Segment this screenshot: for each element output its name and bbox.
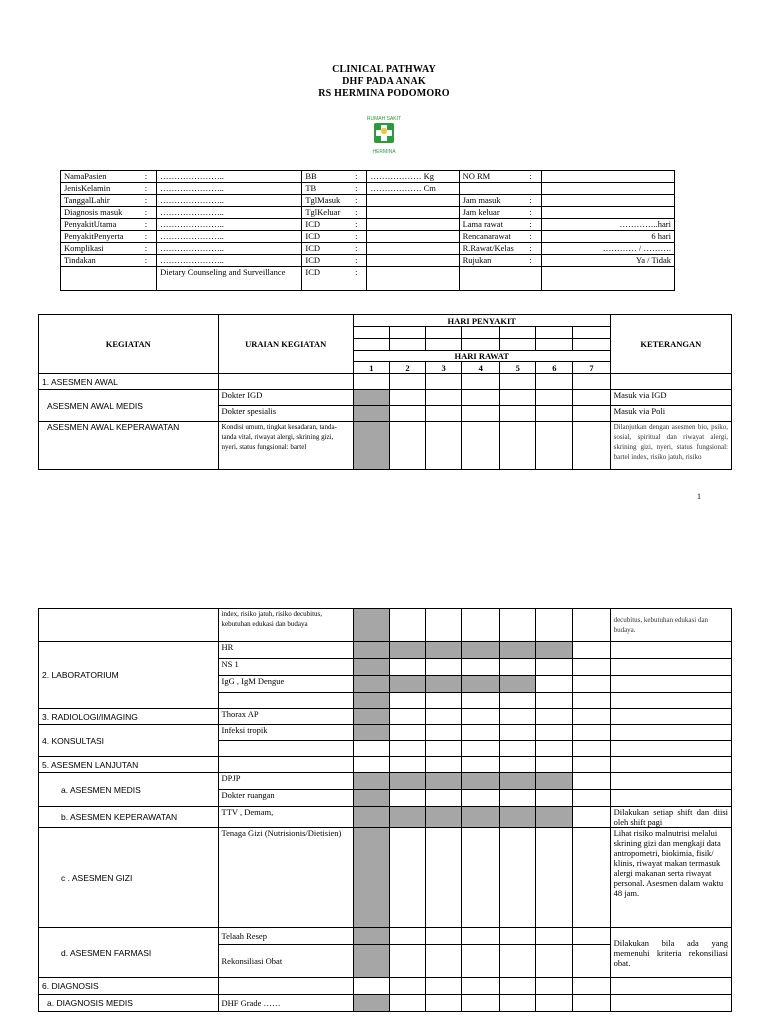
patient-info-table xyxy=(60,170,675,291)
patient-field-label xyxy=(61,207,157,219)
item-telaah-resep: Telaah Resep xyxy=(218,928,353,945)
col-kegiatan: KEGIATAN xyxy=(39,315,219,374)
hospital-name: RS HERMINA PODOMORO xyxy=(318,88,450,99)
field-label-text: ICD xyxy=(305,231,320,241)
item-hr: HR xyxy=(218,642,353,659)
item-tenaga-gizi: Tenaga Gizi (Nutrisionis/Dietisien) xyxy=(218,828,353,928)
item-igg-igm: IgG , IgM Dengue xyxy=(218,676,353,693)
patient-row xyxy=(61,255,675,267)
day-4: 4 xyxy=(462,362,500,374)
col-keterangan: KETERANGAN xyxy=(610,315,731,374)
field-label-text: TglMasuk xyxy=(305,195,341,205)
field-colon: : xyxy=(355,195,358,205)
field-colon: : xyxy=(355,207,358,217)
ket-keperawatan: Dilakukan setiap shift dan diisi oleh shift pagi xyxy=(610,807,731,828)
patient-field-value xyxy=(367,255,459,267)
patient-field-value xyxy=(367,207,459,219)
item-rekonsiliasi-obat: Rekonsiliasi Obat xyxy=(218,945,353,978)
patient-field-value: ………………….. xyxy=(157,195,302,207)
field-label-text: Jam masuk xyxy=(462,195,501,205)
patient-field-label xyxy=(459,255,541,267)
col-uraian: URAIAN KEGIATAN xyxy=(218,315,353,374)
ket-cont: decubitus, kebutuhan edukasi dan budaya. xyxy=(610,609,731,642)
patient-field-label xyxy=(61,195,157,207)
field-label-text: ICD xyxy=(305,219,320,229)
ket-masuk-poli: Masuk via Poli xyxy=(610,406,731,422)
ket-gizi: Lihat risiko malnutrisi melalui skrining gizi dan mengkaji data antropometri, biokimia, fisik/ klinis, riwayat makan termasuk alergi makanan serta riwayat personal. Asesmen dalam waktu 48 jam. xyxy=(610,828,731,928)
field-label-text: ICD xyxy=(305,243,320,253)
patient-field-label xyxy=(302,171,367,183)
patient-field-value: ………………….. xyxy=(157,183,302,195)
logo-text-top: RUMAH SAKIT xyxy=(366,116,402,122)
patient-field-value: ……………… Kg xyxy=(367,171,459,183)
day-3: 3 xyxy=(426,362,462,374)
patient-field-value xyxy=(367,195,459,207)
patient-field-label xyxy=(61,255,157,267)
item-ns1: NS 1 xyxy=(218,659,353,676)
hari-rawat-header: HARI RAWAT xyxy=(353,351,610,362)
patient-field-label xyxy=(459,243,541,255)
patient-row xyxy=(61,243,675,255)
field-label-text: TB xyxy=(305,183,317,193)
field-colon: : xyxy=(355,267,358,277)
field-label-text: ICD xyxy=(305,255,320,265)
patient-row xyxy=(61,207,675,219)
patient-field-label xyxy=(459,267,541,291)
asesmen-medis: a. ASESMEN MEDIS xyxy=(39,773,219,807)
item-dokter-spesialis: Dokter spesialis xyxy=(218,406,353,422)
patient-field-value xyxy=(367,243,459,255)
field-label-text: PenyakitUtama xyxy=(64,219,117,229)
item-dokter-ruangan: Dokter ruangan xyxy=(218,790,353,807)
section-laboratorium: 2. LABORATORIUM xyxy=(39,642,219,709)
field-colon: : xyxy=(355,255,358,265)
document-header xyxy=(0,64,768,100)
asesmen-awal-medis: ASESMEN AWAL MEDIS xyxy=(39,390,219,422)
patient-field-value xyxy=(541,183,674,195)
patient-field-value: ………………….. xyxy=(157,231,302,243)
logo-text-bottom: HERMINA xyxy=(372,149,396,155)
patient-field-label xyxy=(302,243,367,255)
day-7: 7 xyxy=(573,362,610,374)
patient-field-value xyxy=(541,267,674,291)
field-colon: : xyxy=(144,219,148,229)
field-colon: : xyxy=(529,207,532,217)
patient-row xyxy=(61,171,675,183)
asesmen-awal-keperawatan: ASESMEN AWAL KEPERAWATAN xyxy=(39,422,219,470)
item-dhf-grade: DHF Grade …… xyxy=(218,995,353,1012)
field-label-text: Komplikasi xyxy=(64,243,104,253)
field-label-text: Diagnosis masuk xyxy=(64,207,123,217)
patient-field-label xyxy=(61,171,157,183)
field-label-text: Tindakan xyxy=(64,255,96,265)
ket-masuk-igd: Masuk via IGD xyxy=(610,390,731,406)
patient-field-label xyxy=(302,195,367,207)
section-asesmen-lanjutan: 5. ASESMEN LANJUTAN xyxy=(39,757,219,773)
patient-field-label xyxy=(459,195,541,207)
field-colon: : xyxy=(529,243,532,253)
patient-field-label xyxy=(302,231,367,243)
field-colon: : xyxy=(144,171,148,181)
field-label-text: BB xyxy=(305,171,317,181)
diagnosis-medis: a. DIAGNOSIS MEDIS xyxy=(39,995,219,1012)
field-colon: : xyxy=(355,219,358,229)
section-radiologi: 3. RADIOLOGI/IMAGING xyxy=(39,709,219,725)
page-number: 1 xyxy=(697,492,701,501)
field-colon: : xyxy=(144,195,148,205)
patient-field-label xyxy=(61,243,157,255)
field-colon: : xyxy=(144,183,148,193)
patient-field-label xyxy=(459,183,541,195)
patient-field-label xyxy=(302,207,367,219)
field-colon: : xyxy=(144,231,148,241)
patient-field-value: ………………….. xyxy=(157,243,302,255)
patient-field-value: …………..hari xyxy=(541,219,674,231)
item-ttv: TTV , Demam, xyxy=(218,807,353,828)
hospital-logo xyxy=(357,111,411,161)
field-colon: : xyxy=(529,195,532,205)
patient-field-value: ………………….. xyxy=(157,255,302,267)
field-colon: : xyxy=(355,171,358,181)
day-1: 1 xyxy=(353,362,389,374)
field-label-text: Rencanarawat xyxy=(462,231,511,241)
field-colon: : xyxy=(529,219,532,229)
patient-row xyxy=(61,183,675,195)
patient-field-value xyxy=(367,219,459,231)
field-colon: : xyxy=(144,255,148,265)
doc-subtitle: DHF PADA ANAK xyxy=(342,76,426,87)
patient-field-value: ………………….. xyxy=(157,219,302,231)
patient-field-value: ………………….. xyxy=(157,207,302,219)
hari-penyakit-header: HARI PENYAKIT xyxy=(353,315,610,327)
patient-field-label xyxy=(61,267,157,291)
patient-field-value xyxy=(541,171,674,183)
item-dokter-igd: Dokter IGD xyxy=(218,390,353,406)
patient-row xyxy=(61,219,675,231)
item-cont-uraian: index, risiko jatuh, risiko decubitus, kebutuhan edukasi dan budaya xyxy=(218,609,353,642)
patient-field-label xyxy=(61,231,157,243)
field-colon: : xyxy=(144,243,148,253)
patient-field-label xyxy=(61,183,157,195)
patient-field-label xyxy=(459,171,541,183)
field-colon: : xyxy=(355,231,358,241)
field-label-text: NO RM xyxy=(462,171,491,181)
field-label-text: TanggalLahir xyxy=(64,195,110,205)
patient-row xyxy=(61,267,675,291)
section-asesmen-awal: 1. ASESMEN AWAL xyxy=(39,374,219,390)
item-infeksi-tropik: Infeksi tropik xyxy=(218,725,353,741)
field-label-text: R.Rawat/Kelas xyxy=(462,243,514,253)
field-label-text: TglKeluar xyxy=(305,207,341,217)
patient-field-label xyxy=(302,267,367,291)
section-konsultasi: 4. KONSULTASI xyxy=(39,725,219,757)
field-colon: : xyxy=(144,207,148,217)
field-label-text: Lama rawat xyxy=(462,219,503,229)
item-kondisi-umum: Kondisi umum, tingkat kesadaran, tanda-tanda vital, riwayat alergi, skrining gizi, nyeri, status fungsional: bartel xyxy=(218,422,353,470)
patient-row xyxy=(61,195,675,207)
item-dpjp: DPJP xyxy=(218,773,353,790)
section-diagnosis: 6. DIAGNOSIS xyxy=(39,978,219,995)
patient-field-label xyxy=(459,207,541,219)
field-label-text: ICD xyxy=(305,267,320,277)
patient-field-label xyxy=(459,231,541,243)
patient-field-label xyxy=(459,219,541,231)
asesmen-keperawatan: b. ASESMEN KEPERAWATAN xyxy=(39,807,219,828)
field-label-text: NamaPasien xyxy=(64,171,107,181)
patient-field-label xyxy=(302,183,367,195)
patient-field-label xyxy=(302,219,367,231)
item-thorax: Thorax AP xyxy=(218,709,353,725)
patient-field-value: ……………… Cm xyxy=(367,183,459,195)
field-colon: : xyxy=(355,243,358,253)
ket-farmasi: Dilakukan bila ada yang memenuhi kriteria rekonsiliasi obat. xyxy=(610,928,731,978)
field-label-text: Rujukan xyxy=(462,255,492,265)
patient-field-label xyxy=(61,219,157,231)
asesmen-gizi: c . ASESMEN GIZI xyxy=(39,828,219,928)
day-2: 2 xyxy=(389,362,425,374)
field-colon: : xyxy=(355,183,358,193)
patient-row xyxy=(61,231,675,243)
patient-field-value: 6 hari xyxy=(541,231,674,243)
field-label-text: JenisKelamin xyxy=(64,183,111,193)
asesmen-farmasi: d. ASESMEN FARMASI xyxy=(39,928,219,978)
patient-field-value xyxy=(367,231,459,243)
patient-field-value: Ya / Tidak xyxy=(541,255,674,267)
pathway-table-page1 xyxy=(38,314,732,470)
patient-field-value xyxy=(541,195,674,207)
patient-field-value: Dietary Counseling and Surveillance xyxy=(157,267,302,291)
doc-title: CLINICAL PATHWAY xyxy=(332,64,436,75)
day-5: 5 xyxy=(500,362,536,374)
field-colon: : xyxy=(529,231,532,241)
day-6: 6 xyxy=(536,362,573,374)
patient-field-value: ………………….. xyxy=(157,171,302,183)
patient-field-value: ………… / ………. xyxy=(541,243,674,255)
patient-field-value xyxy=(367,267,459,291)
ket-asesmen-lanjutan: Dilanjutkan dengan asesmen bio, psiko, sosial, spiritual dan riwayat alergi, skrining gizi, nyeri, status fungsional: bartel index, risiko jatuh, risiko xyxy=(610,422,731,470)
patient-field-label xyxy=(302,255,367,267)
field-colon: : xyxy=(529,171,532,181)
pathway-table-page2 xyxy=(38,608,732,1012)
field-label-text: Jam keluar xyxy=(462,207,500,217)
field-label-text: PenyakitPenyerta xyxy=(64,231,124,241)
field-colon: : xyxy=(529,255,532,265)
patient-field-value xyxy=(541,207,674,219)
